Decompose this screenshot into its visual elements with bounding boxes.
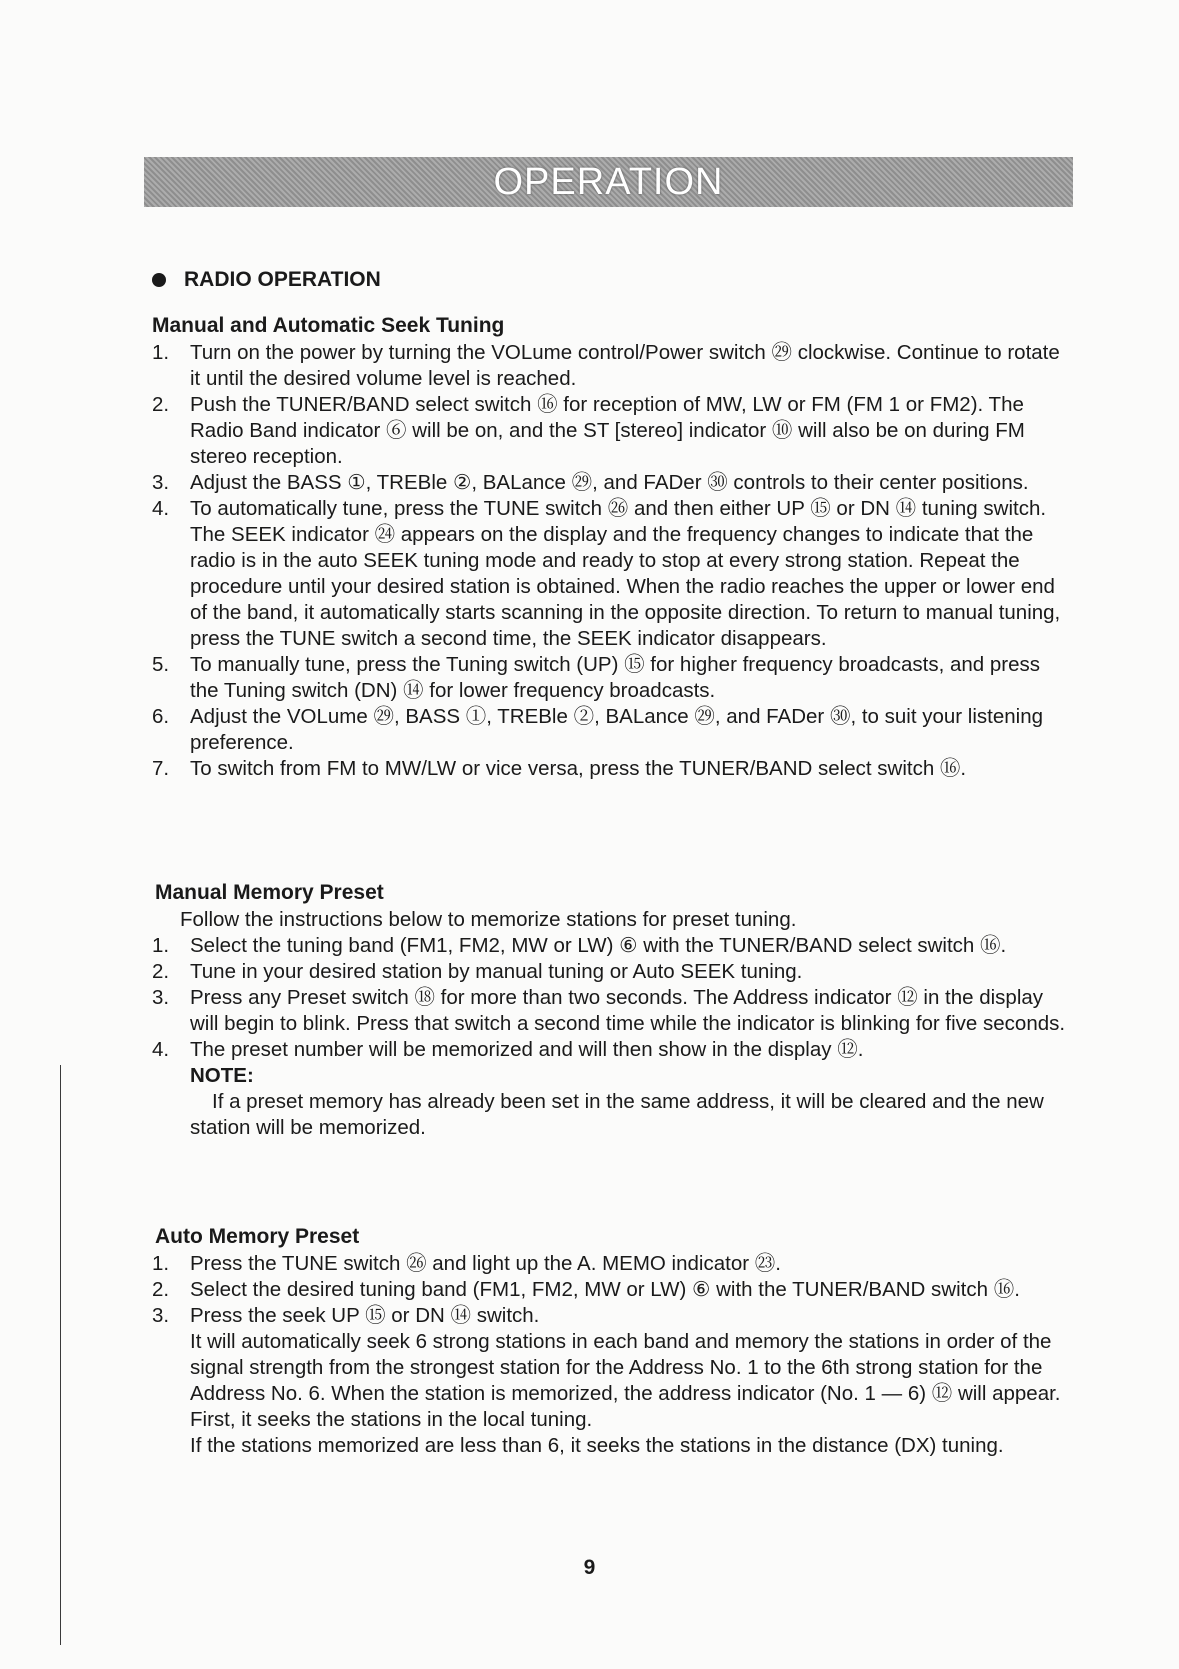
section-title: RADIO OPERATION bbox=[184, 268, 381, 291]
manual-seek-heading: Manual and Automatic Seek Tuning bbox=[152, 314, 505, 337]
list-item: 1. Turn on the power by turning the VOLume control/Power switch ㉙ clockwise. Continue to rotate it until the desired volume level is reached. bbox=[152, 341, 1060, 390]
auto-memory-heading: Auto Memory Preset bbox=[155, 1225, 360, 1248]
list-item: 2. Tune in your desired station by manual tuning or Auto SEEK tuning. bbox=[152, 960, 803, 983]
list-item: 7. To switch from FM to MW/LW or vice versa, press the TUNER/BAND select switch ⑯. bbox=[152, 757, 967, 780]
note-text: If a preset memory has already been set in the same address, it will be cleared and the new station will be memorized. bbox=[190, 1090, 1044, 1139]
list-item: 4. The preset number will be memorized and will then show in the display ⑫. NOTE: If a preset memory has already been set in the same address, it will be cleared and the new station will be memorized. bbox=[152, 1037, 1072, 1141]
list-item: 3. Press any Preset switch ⑱ for more than two seconds. The Address indicator ⑫ in the display will begin to blink. Press that switch a second time while the indicator is blinking for five seconds. bbox=[152, 986, 1066, 1035]
manual-memory-intro: Follow the instructions below to memorize stations for preset tuning. bbox=[180, 908, 797, 931]
manual-memory-list bbox=[152, 933, 1072, 1141]
list-item: 2. Select the desired tuning band (FM1, FM2, MW or LW) ⑥ with the TUNER/BAND switch ⑯. bbox=[152, 1278, 1020, 1301]
manual-memory-heading: Manual Memory Preset bbox=[155, 881, 384, 904]
bullet-icon bbox=[152, 273, 166, 287]
list-item: 1. Select the tuning band (FM1, FM2, MW or LW) ⑥ with the TUNER/BAND select switch ⑯. bbox=[152, 934, 1007, 957]
list-item: 2. Push the TUNER/BAND select switch ⑯ for reception of MW, LW or FM (FM 1 or FM2). The Radio Band indicator ⑥ will be on, and the ST [stereo] indicator ⑩ will also be on during FM stereo reception. bbox=[152, 393, 1025, 468]
page-title: OPERATION bbox=[493, 160, 724, 203]
page-number: 9 bbox=[583, 1556, 596, 1579]
manual-seek-list bbox=[152, 340, 1072, 782]
list-item: 4. To automatically tune, press the TUNE switch ㉖ and then either UP ⑮ or DN ⑭ tuning switch. The SEEK indicator ㉔ appears on the display and the frequency changes to indicate that the radio is in the auto SEEK tuning mode and ready to stop at every strong station. Repeat the procedure until your desired station is obtained. When the radio reaches the upper or lower end of the band, it automatically starts scanning in the opposite direction. To return to manual tuning, press the TUNE switch a second time, the SEEK indicator disappears. bbox=[152, 497, 1061, 650]
section-heading bbox=[152, 268, 381, 292]
list-item: 3. Press the seek UP ⑮ or DN ⑭ switch. It will automatically seek 6 strong stations in each band and memory the stations in order of the signal strength from the strongest station for the Address No. 1 to the 6th strong station for the Address No. 6. When the station is memorized, the address indicator (No. 1 — 6) ⑫ will appear. First, it seeks the stations in the local tuning. If the stations memorized are less than 6, it seeks the stations in the distance (DX) tuning. bbox=[152, 1303, 1072, 1459]
auto-memory-detail-dx: If the stations memorized are less than 6, it seeks the stations in the distance (DX) tuning. bbox=[190, 1434, 1004, 1457]
list-item: 6. Adjust the VOLume ㉙, BASS ①, TREBle ②, BALance ㉙, and FADer ㉚, to suit your listening preference. bbox=[152, 705, 1044, 754]
list-item: 3. Adjust the BASS ①, TREBle ②, BALance ㉙, and FADer ㉚ controls to their center positions. bbox=[152, 471, 1029, 494]
note-label: NOTE: bbox=[190, 1064, 254, 1087]
list-item: 1. Press the TUNE switch ㉖ and light up the A. MEMO indicator ㉓. bbox=[152, 1252, 781, 1275]
auto-memory-list bbox=[152, 1251, 1072, 1459]
operation-banner bbox=[144, 157, 1073, 207]
list-item: 5. To manually tune, press the Tuning switch (UP) ⑮ for higher frequency broadcasts, and press the Tuning switch (DN) ⑭ for lower frequency broadcasts. bbox=[152, 653, 1041, 702]
margin-rule bbox=[60, 1065, 61, 1645]
auto-memory-detail: It will automatically seek 6 strong stations in each band and memory the stations in order of the signal strength from the strongest station for the Address No. 1 to the 6th strong station for the Address No. 6. When the station is memorized, the address indicator (No. 1 — 6) ⑫ will appear. First, it seeks the stations in the local tuning. bbox=[190, 1330, 1061, 1431]
